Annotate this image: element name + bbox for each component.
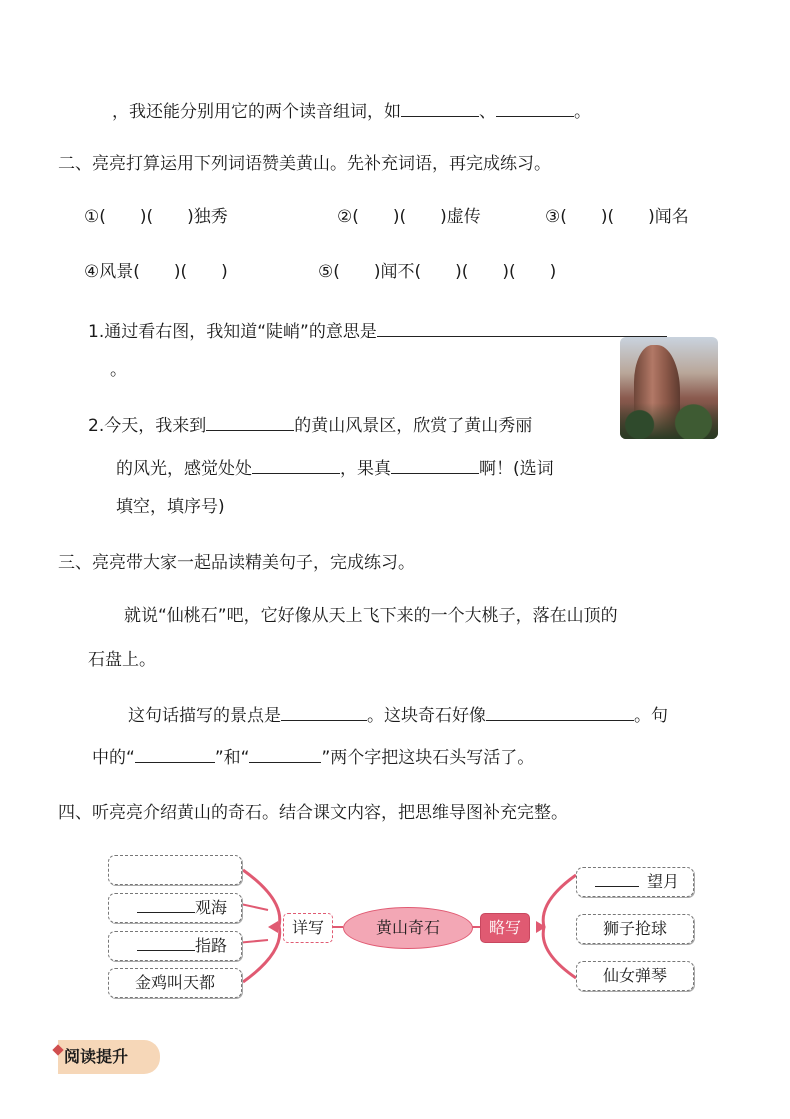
answer-blank[interactable]	[137, 896, 195, 913]
brief-tag: 略写	[480, 913, 530, 943]
text: 。这块奇石好像	[367, 706, 486, 726]
detail-tag: 详写	[283, 913, 333, 943]
answer-blank[interactable]	[595, 870, 639, 887]
text: ，我还能分别用它的两个读音组词，如	[112, 102, 401, 122]
text: 的风光，感觉处处	[116, 459, 252, 479]
text: 这句话描写的景点是	[128, 706, 281, 726]
mindmap-right-box-1[interactable]	[576, 867, 694, 897]
quote-line-1: 就说“仙桃石”吧，它好像从天上飞下来的一个大桃子，落在山顶的	[124, 606, 618, 626]
mindmap-left-box-3[interactable]	[108, 931, 242, 961]
box-label: 望月	[647, 872, 680, 891]
text: ”两个字把这块石头写活了。	[321, 748, 535, 768]
box-label: 仙女弹琴	[602, 966, 667, 985]
question-2-1-end: 。	[110, 360, 127, 380]
mindmap-center: 黄山奇石	[343, 907, 473, 949]
mindmap-right-box-3	[576, 961, 694, 991]
box-label: 指路	[195, 936, 228, 955]
text: 中的“	[92, 748, 135, 768]
section-4-title: 四、听亮亮介绍黄山的奇石。结合课文内容，把思维导图补充完整。	[58, 803, 568, 823]
text: 。句	[634, 706, 668, 726]
idiom-item-5: ⑤( )闻不( )( )( )	[318, 262, 557, 282]
text: 啊！(选词	[479, 459, 554, 479]
mindmap-left-box-4	[108, 968, 242, 998]
idiom-item-2: ②( )( )虚传	[337, 207, 481, 227]
mindmap-left-box-2[interactable]	[108, 893, 242, 923]
box-label: 狮子抢球	[602, 919, 667, 938]
quote-line-2: 石盘上。	[88, 650, 156, 670]
text: 。	[574, 102, 591, 122]
right-brace	[543, 875, 576, 978]
section-3-title: 三、亮亮带大家一起品读精美句子，完成练习。	[58, 553, 415, 573]
mindmap-left-box-1[interactable]	[108, 855, 242, 885]
text: 、	[479, 102, 496, 122]
reading-badge: 阅读提升	[58, 1040, 160, 1074]
text: 的黄山风景区，欣赏了黄山秀丽	[294, 416, 533, 436]
mindmap-right-box-2	[576, 914, 694, 944]
text: ，果真	[340, 459, 391, 479]
idiom-item-1: ①( )( )独秀	[84, 207, 228, 227]
idiom-item-3: ③( )( )闻名	[545, 207, 689, 227]
question-2-2-line3: 填空，填序号)	[116, 497, 225, 517]
idiom-item-4: ④风景( )( )	[84, 262, 228, 282]
box-label: 金鸡叫天都	[134, 973, 215, 992]
text: 1.通过看右图，我知道“陡峭”的意思是	[88, 322, 377, 342]
answer-blank[interactable]	[137, 934, 195, 951]
text: ”和“	[214, 748, 250, 768]
section-2-title: 二、亮亮打算运用下列词语赞美黄山。先补充词语，再完成练习。	[58, 154, 551, 174]
text: 2.今天，我来到	[88, 416, 207, 436]
box-label: 观海	[195, 898, 228, 917]
arrow-icon	[268, 921, 278, 933]
